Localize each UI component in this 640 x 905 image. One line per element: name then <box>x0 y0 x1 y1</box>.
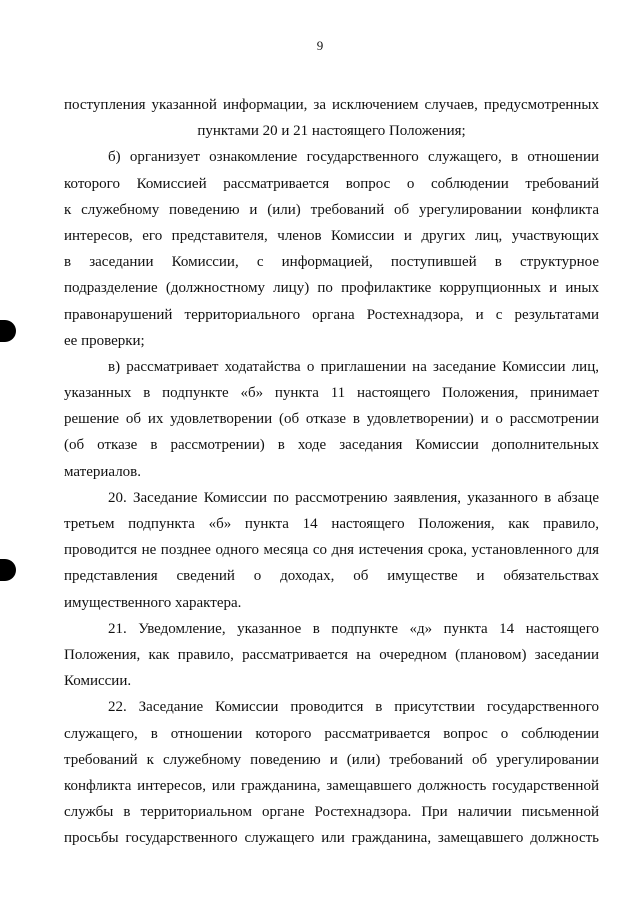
text-line: служащего, в отношении которого рассматривается вопрос о соблюдении <box>64 725 599 742</box>
page-number: 9 <box>316 38 324 53</box>
text-line: требований к служебному поведению и (или) требований об урегулировании <box>64 751 599 768</box>
text-line: подразделение (должностному лицу) по профилактике коррупционных и иных <box>64 280 599 297</box>
text-line: проводится не позднее одного месяца со дня истечения срока, установленного для <box>64 542 599 559</box>
text-line: Положения, как правило, рассматривается на очередном (плановом) заседании <box>64 646 599 663</box>
text-line: конфликта интересов, или гражданина, замещавшего должность государственной <box>64 777 599 794</box>
punch-hole-top <box>0 320 16 342</box>
text-line: материалов. <box>64 463 142 480</box>
text-line: указанных в подпункте «б» пункта 11 настоящего Положения, принимает <box>64 385 599 402</box>
punch-hole-bottom <box>0 559 16 581</box>
text-line: 21. Уведомление, указанное в подпункте «д» пункта 14 настоящего <box>108 620 599 637</box>
text-line: (об отказе в рассмотрении) в ходе заседания Комиссии дополнительных <box>64 437 599 454</box>
text-line: представления сведений о доходах, об имуществе и обязательствах <box>64 568 599 585</box>
text-line: имущественного характера. <box>64 594 242 611</box>
document-body <box>64 92 599 851</box>
text-line: интересов, его представителя, членов Комиссии и других лиц, участвующих <box>64 227 599 244</box>
text-line: ее проверки; <box>64 332 145 349</box>
text-line: поступления указанной информации, за исключением случаев, предусмотренных <box>64 97 599 113</box>
text-line: пунктами 20 и 21 настоящего Положения; <box>197 123 466 140</box>
text-line: решение об их удовлетворении (об отказе в удовлетворении) и о рассмотрении <box>64 411 599 428</box>
text-line: службы в территориальном органе Ростехнадзора. При наличии письменной <box>64 804 599 821</box>
text-line: Комиссии. <box>64 673 132 690</box>
text-line: правонарушений территориального органа Ростехнадзора, и с результатами <box>64 306 599 323</box>
text-line: к служебному поведению и (или) требований об урегулировании конфликта <box>64 201 599 218</box>
text-line: просьбы государственного служащего или гражданина, замещавшего должность <box>64 830 599 847</box>
text-line: в заседании Комиссии, с информацией, поступившей в структурное <box>64 254 599 271</box>
text-line: в) рассматривает ходатайства о приглашении на заседание Комиссии лиц, <box>108 358 599 375</box>
text-line: которого Комиссией рассматривается вопрос о соблюдении требований <box>64 175 599 192</box>
text-line: б) организует ознакомление государственного служащего, в отношении <box>108 149 599 166</box>
text-line: 20. Заседание Комиссии по рассмотрению заявления, указанного в абзаце <box>108 489 599 506</box>
text-line: третьем подпункта «б» пункта 14 настоящего Положения, как правило, <box>64 516 599 532</box>
text-line: 22. Заседание Комиссии проводится в присутствии государственного <box>108 699 599 716</box>
